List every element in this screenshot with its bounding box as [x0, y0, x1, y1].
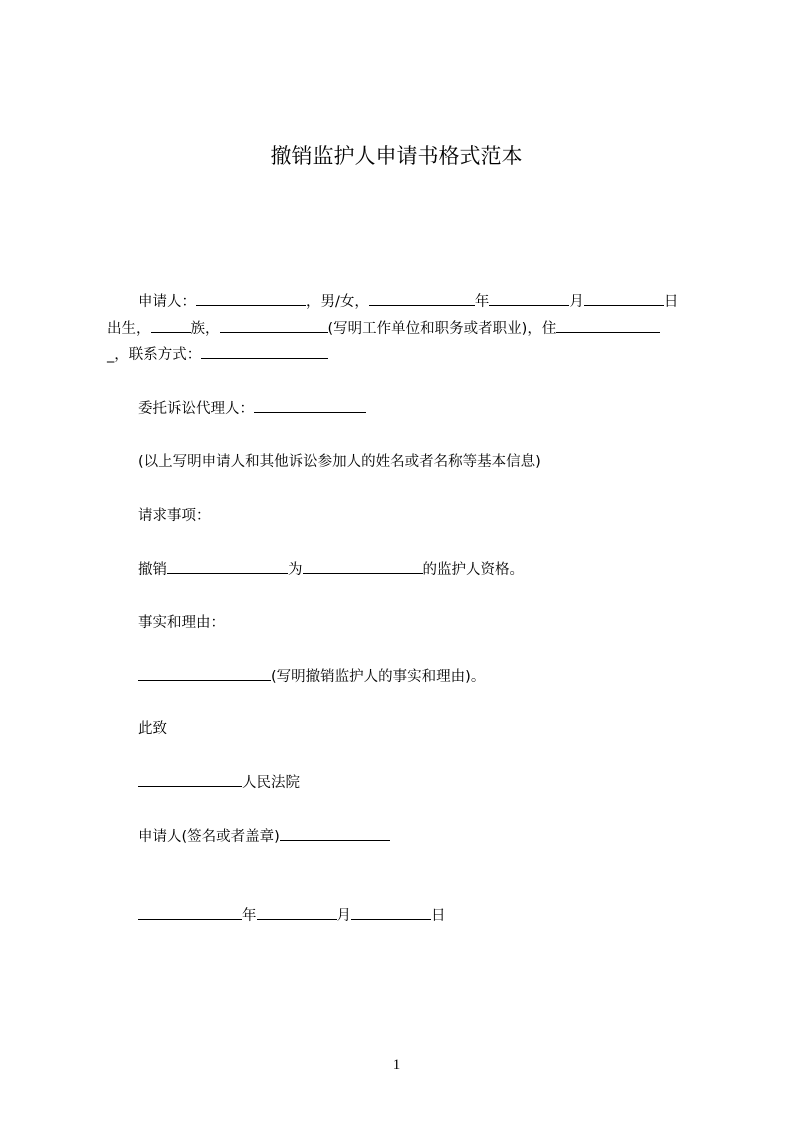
facts-note: (写明撤销监护人的事实和理由)。: [271, 669, 486, 685]
info-note: (以上写明申请人和其他诉讼参加人的姓名或者名称等基本信息): [138, 454, 541, 470]
applicant-line-1: [138, 290, 678, 313]
page-number: 1: [392, 1057, 401, 1073]
applicant-line-3: [107, 343, 328, 366]
as-text: 为: [288, 562, 303, 578]
court-line: [138, 771, 300, 794]
request-line: [138, 558, 524, 581]
contact-label: ，联系方式：: [114, 347, 202, 363]
date-month-blank: [257, 904, 337, 920]
year-text: 年: [474, 294, 490, 310]
date-year-text: 年: [242, 908, 257, 924]
court-text: 人民法院: [242, 775, 300, 791]
ethnicity-text: 族，: [190, 321, 220, 337]
document-title: 撤销监护人申请书格式范本: [270, 144, 523, 168]
applicant-label: 申请人：: [138, 294, 196, 310]
date-line: [138, 904, 446, 927]
ward-name-blank: [303, 558, 423, 574]
date-day-text: 日: [431, 908, 446, 924]
underscore-text: _: [107, 347, 115, 363]
applicant-line-2: [107, 317, 660, 340]
guardian-name-blank: [167, 558, 288, 574]
signature-blank: [280, 825, 390, 841]
birth-month-blank: [489, 290, 569, 306]
contact-blank: [201, 343, 328, 359]
signature-line: [138, 825, 390, 848]
agent-label: 委托诉讼代理人：: [138, 401, 254, 417]
signature-label: 申请人(签名或者盖章): [138, 829, 280, 845]
facts-line: [138, 665, 485, 688]
guardian-qualification-text: 的监护人资格。: [422, 562, 524, 578]
birth-day-blank: [584, 290, 664, 306]
day-text: 日: [663, 294, 679, 310]
address-blank: [556, 317, 660, 333]
birth-text: 出生，: [107, 321, 151, 337]
gender-text: ，男/女，: [306, 294, 369, 310]
facts-label: 事实和理由：: [138, 615, 225, 631]
date-year-blank: [138, 904, 242, 920]
applicant-name-blank: [196, 290, 306, 306]
facts-blank: [138, 665, 271, 681]
work-note-text: (写明工作单位和职务或者职业)，住: [327, 321, 557, 337]
agent-line: [138, 397, 366, 420]
court-blank: [138, 771, 242, 787]
ethnicity-blank: [151, 317, 191, 333]
request-label: 请求事项：: [138, 508, 211, 524]
birth-year-blank: [369, 290, 475, 306]
agent-blank: [254, 397, 366, 413]
date-month-text: 月: [336, 908, 351, 924]
month-text: 月: [569, 294, 584, 310]
work-blank: [220, 317, 328, 333]
revoke-text: 撤销: [138, 562, 167, 578]
closing: 此致: [138, 721, 167, 737]
date-day-blank: [351, 904, 431, 920]
